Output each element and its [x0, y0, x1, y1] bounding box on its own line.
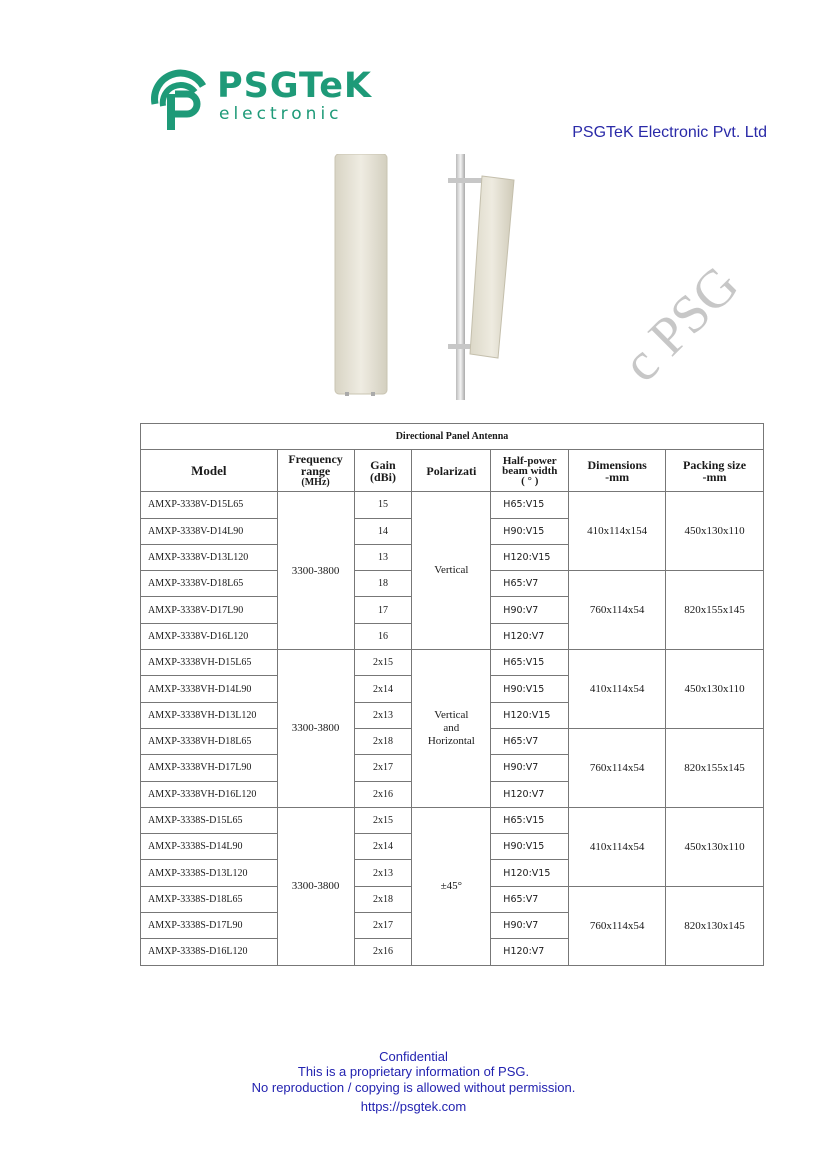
cell-beam-width: H90:V7 — [491, 597, 569, 623]
cell-model: AMXP-3338S-D18L65 — [141, 886, 278, 912]
logo-subtitle: electronic — [219, 104, 343, 124]
footer-url[interactable]: https://psgtek.com — [360, 1099, 467, 1114]
cell-beam-width: H90:V15 — [491, 834, 569, 860]
cell-model: AMXP-3338V-D13L120 — [141, 544, 278, 570]
cell-gain: 2x14 — [354, 834, 412, 860]
cell-gain: 2x17 — [354, 755, 412, 781]
cell-packing: 820x155x145 — [666, 728, 764, 807]
cell-model: AMXP-3338S-D16L120 — [141, 939, 278, 965]
cell-beam-width: H120:V7 — [491, 781, 569, 807]
cell-model: AMXP-3338S-D15L65 — [141, 807, 278, 833]
cell-model: AMXP-3338S-D17L90 — [141, 913, 278, 939]
cell-gain: 16 — [354, 623, 412, 649]
spec-table — [140, 423, 764, 966]
cell-beam-width: H65:V7 — [491, 886, 569, 912]
table-row — [141, 650, 764, 676]
cell-beam-width: H120:V15 — [491, 860, 569, 886]
company-name: PSGTeK Electronic Pvt. Ltd — [572, 124, 767, 141]
cell-dimensions: 760x114x54 — [569, 728, 666, 807]
cell-polarization — [412, 492, 491, 650]
logo-mark-icon — [145, 64, 215, 134]
cell-beam-width: H90:V7 — [491, 913, 569, 939]
cell-model: AMXP-3338V-D18L65 — [141, 571, 278, 597]
header-dimensions: Dimensions -mm — [569, 450, 666, 492]
cell-beam-width: H120:V7 — [491, 623, 569, 649]
table-row — [141, 807, 764, 833]
cell-gain: 2x14 — [354, 676, 412, 702]
cell-packing: 820x130x145 — [666, 886, 764, 965]
cell-dimensions: 410x114x54 — [569, 650, 666, 729]
cell-beam-width: H120:V15 — [491, 702, 569, 728]
header-model: Model — [141, 450, 278, 492]
cell-beam-width: H65:V7 — [491, 571, 569, 597]
cell-dimensions: 760x114x54 — [569, 886, 666, 965]
cell-model: AMXP-3338VH-D13L120 — [141, 702, 278, 728]
company-logo — [145, 64, 375, 134]
cell-gain: 2x16 — [354, 781, 412, 807]
header-beam-width: Half-power beam width ( ° ) — [491, 450, 569, 492]
cell-beam-width: H65:V15 — [491, 807, 569, 833]
cell-gain: 2x15 — [354, 807, 412, 833]
cell-dimensions: 410x114x54 — [569, 807, 666, 886]
cell-gain: 2x13 — [354, 860, 412, 886]
cell-gain: 2x18 — [354, 728, 412, 754]
cell-model: AMXP-3338VH-D15L65 — [141, 650, 278, 676]
cell-gain: 18 — [354, 571, 412, 597]
cell-model: AMXP-3338V-D16L120 — [141, 623, 278, 649]
table-title: Directional Panel Antenna — [141, 424, 764, 450]
cell-model: AMXP-3338VH-D17L90 — [141, 755, 278, 781]
cell-model: AMXP-3338VH-D16L120 — [141, 781, 278, 807]
cell-polarization — [412, 650, 491, 808]
logo-wordmark: PSGTeK — [217, 66, 373, 106]
cell-packing: 450x130x110 — [666, 807, 764, 886]
cell-dimensions: 760x114x54 — [569, 571, 666, 650]
cell-gain: 2x16 — [354, 939, 412, 965]
cell-beam-width: H65:V7 — [491, 728, 569, 754]
cell-model: AMXP-3338S-D13L120 — [141, 860, 278, 886]
header-packing-size: Packing size -mm — [666, 450, 764, 492]
antenna-pole-mounted-image — [440, 154, 516, 400]
table-row — [141, 492, 764, 518]
cell-beam-width: H120:V15 — [491, 544, 569, 570]
cell-beam-width: H90:V7 — [491, 755, 569, 781]
cell-gain: 14 — [354, 518, 412, 544]
cell-gain: 2x18 — [354, 886, 412, 912]
cell-model: AMXP-3338VH-D18L65 — [141, 728, 278, 754]
antenna-front-image — [333, 154, 389, 396]
cell-polarization — [412, 807, 491, 965]
polarization-line: Horizontal — [427, 734, 475, 747]
cell-gain: 15 — [354, 492, 412, 518]
cell-gain: 2x13 — [354, 702, 412, 728]
cell-beam-width: H90:V15 — [491, 518, 569, 544]
cell-model: AMXP-3338VH-D14L90 — [141, 676, 278, 702]
cell-beam-width: H65:V15 — [491, 492, 569, 518]
cell-frequency: 3300-3800 — [277, 807, 354, 965]
cell-gain: 2x15 — [354, 650, 412, 676]
cell-packing: 450x130x110 — [666, 650, 764, 729]
cell-frequency: 3300-3800 — [277, 492, 354, 650]
cell-beam-width: H120:V7 — [491, 939, 569, 965]
polarization-line: ±45° — [440, 879, 463, 892]
cell-gain: 2x17 — [354, 913, 412, 939]
cell-model: AMXP-3338V-D15L65 — [141, 492, 278, 518]
footer-confidential: Confidential — [379, 1049, 448, 1064]
footer-proprietary: This is a proprietary information of PSG. — [297, 1064, 530, 1079]
footer-copyright: No reproduction / copying is allowed without permission. — [251, 1080, 576, 1095]
polarization-line: Vertical — [434, 708, 469, 721]
header-gain: Gain (dBi) — [354, 450, 412, 492]
cell-model: AMXP-3338V-D14L90 — [141, 518, 278, 544]
cell-frequency: 3300-3800 — [277, 650, 354, 808]
cell-gain: 17 — [354, 597, 412, 623]
cell-beam-width: H90:V15 — [491, 676, 569, 702]
cell-model: AMXP-3338V-D17L90 — [141, 597, 278, 623]
table-body — [141, 492, 764, 965]
cell-packing: 450x130x110 — [666, 492, 764, 571]
cell-dimensions: 410x114x154 — [569, 492, 666, 571]
polarization-line: and — [443, 721, 460, 734]
watermark: c PSG — [610, 254, 750, 394]
header-polarization: Polarizati — [412, 450, 491, 492]
cell-packing: 820x155x145 — [666, 571, 764, 650]
cell-model: AMXP-3338S-D14L90 — [141, 834, 278, 860]
cell-beam-width: H65:V15 — [491, 650, 569, 676]
header-frequency: Frequency range (MHz) — [277, 450, 354, 492]
cell-gain: 13 — [354, 544, 412, 570]
polarization-line: Vertical — [434, 564, 469, 577]
